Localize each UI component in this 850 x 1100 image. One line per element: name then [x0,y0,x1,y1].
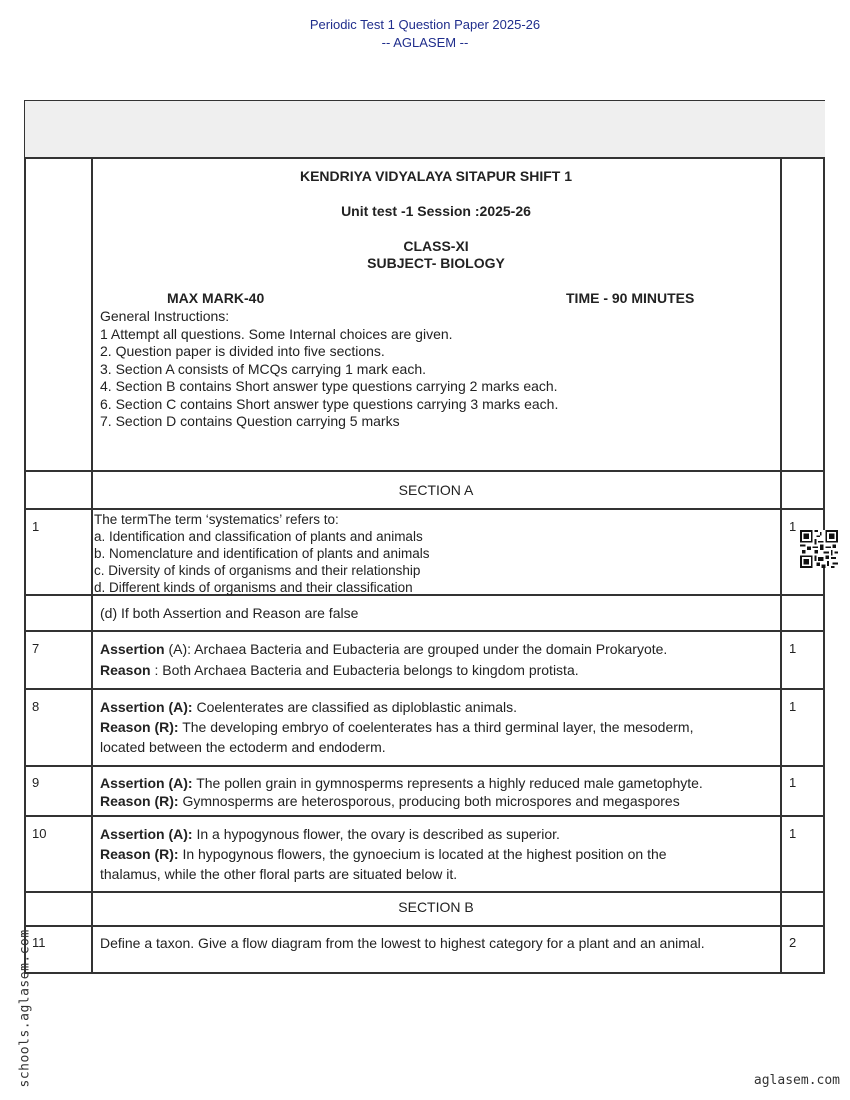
q7-assertion: Assertion (A): Archaea Bacteria and Eubacteria are grouped under the domain Prokaryote. [100,641,668,657]
q8-reason-cont: located between the ectoderm and endoderm. [100,739,386,755]
q8-reason: Reason (R): The developing embryo of coelenterates has a third germinal layer, the mesoderm, [100,719,694,735]
question-marks: 1 [789,641,797,656]
q10-assertion: Assertion (A): In a hypogynous flower, the ovary is described as superior. [100,826,560,842]
question-number: 7 [32,641,40,656]
max-marks: MAX MARK-40 [167,290,265,306]
class-line: CLASS-XI [403,238,469,254]
q7-reason: Reason : Both Archaea Bacteria and Eubacteria belongs to kingdom protista. [100,662,579,678]
question-marks: 2 [789,935,797,950]
row-divider [24,630,825,632]
instructions-title: General Instructions: [100,308,230,324]
row-divider [24,925,825,927]
option-d-text: (d) If both Assertion and Reason are false [100,605,359,621]
qr-code-icon [800,530,838,568]
section-a-heading: SECTION A [398,482,474,498]
question-number: 11 [32,935,46,950]
row-divider [24,470,825,472]
q1-option: b. Nomenclature and identification of plants and animals [94,546,430,561]
instruction-item: 6. Section C contains Short answer type questions carrying 3 marks each. [100,396,559,412]
table-header-band [25,101,825,159]
q1-stem: The termThe term ‘systematics’ refers to: [94,512,339,527]
instruction-item: 7. Section D contains Question carrying 5 marks [100,413,400,429]
footer-site[interactable]: aglasem.com [753,1073,840,1088]
instruction-item: 2. Question paper is divided into five sections. [100,343,385,359]
question-marks: 1 [789,519,797,534]
instruction-item: 1 Attempt all questions. Some Internal choices are given. [100,326,453,342]
question-number: 9 [32,775,40,790]
row-divider [24,891,825,893]
subject-line: SUBJECT- BIOLOGY [367,255,505,271]
q9-assertion: Assertion (A): The pollen grain in gymnosperms represents a highly reduced male gametophyte. [100,775,703,791]
row-divider [24,765,825,767]
column-divider [780,157,782,974]
q1-option: d. Different kinds of organisms and their classification [94,580,413,595]
q1-option: c. Diversity of kinds of organisms and their relationship [94,563,421,578]
question-number: 8 [32,699,40,714]
q1-option: a. Identification and classification of plants and animals [94,529,423,544]
column-divider [91,157,93,974]
header-source: -- AGLASEM -- [381,35,469,50]
side-watermark: schools.aglasem.com [17,929,33,1088]
school-name: KENDRIYA VIDYALAYA SITAPUR SHIFT 1 [299,168,573,184]
q11-text: Define a taxon. Give a flow diagram from the lowest to highest category for a plant and an animal. [100,935,705,951]
q10-reason-cont: thalamus, while the other floral parts are situated below it. [100,866,458,882]
question-number: 10 [32,826,47,841]
session-line: Unit test -1 Session :2025-26 [341,203,531,219]
instruction-item: 4. Section B contains Short answer type questions carrying 2 marks each. [100,378,558,394]
question-marks: 1 [789,699,797,714]
row-divider [24,688,825,690]
time-allowed: TIME - 90 MINUTES [566,290,695,306]
question-marks: 1 [789,826,797,841]
row-divider [24,508,825,510]
row-divider [24,815,825,817]
question-number: 1 [32,519,40,534]
instruction-item: 3. Section A consists of MCQs carrying 1 mark each. [100,361,427,377]
q9-reason: Reason (R): Gymnosperms are heterosporous, producing both microspores and megaspores [100,793,680,809]
header-title: Periodic Test 1 Question Paper 2025-26 [309,17,541,32]
q8-assertion: Assertion (A): Coelenterates are classified as diploblastic animals. [100,699,518,715]
question-marks: 1 [789,775,797,790]
section-b-heading: SECTION B [398,899,474,915]
q10-reason: Reason (R): In hypogynous flowers, the gynoecium is located at the highest position on the [100,846,667,862]
